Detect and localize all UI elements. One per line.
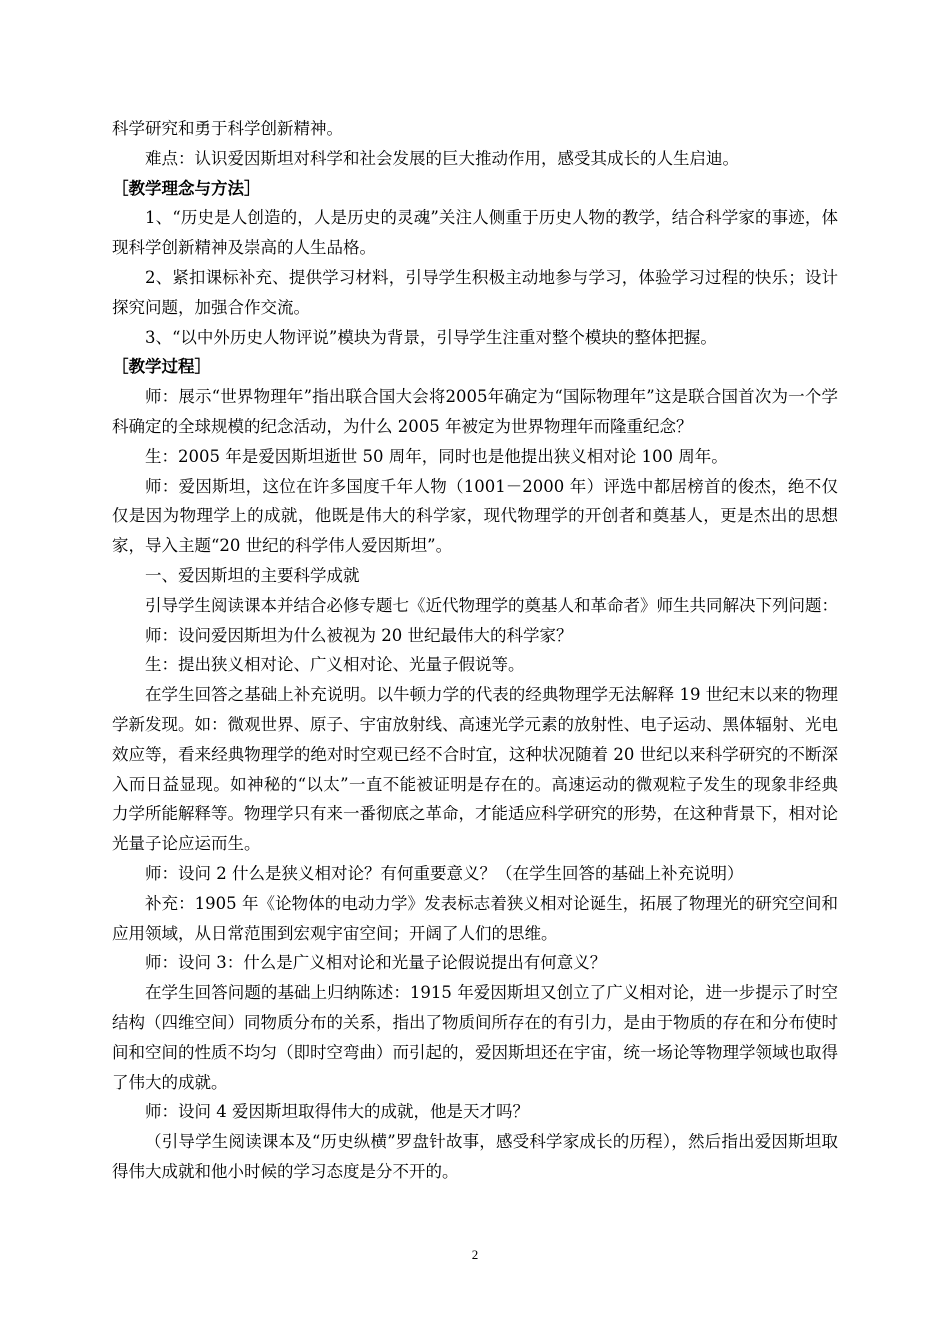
section-heading: ［教学理念与方法］ xyxy=(112,178,261,198)
paragraph: 在学生回答问题的基础上归纳陈述：1915 年爱因斯坦又创立了广义相对论，进一步提示了时空结构（四维空间）同物质分布的关系，指出了物质间所存在的有引力，是由于物质的存在和分布使时间和空间的性质不均匀（即时空弯曲）而引起的，爱因斯坦还在宇宙，统一场论等物理学领域也取得了伟大的成就。 xyxy=(112,983,838,1092)
paragraph: 生：2005 年是爱因斯坦逝世 50 周年，同时也是他提出狭义相对论 100 周年。 xyxy=(145,446,728,466)
paragraph: 引导学生阅读课本并结合必修专题七《近代物理学的奠基人和革命者》师生共同解决下列问题： xyxy=(145,595,838,615)
paragraph: 师：设问 4 爱因斯坦取得伟大的成就，他是天才吗？ xyxy=(145,1102,529,1122)
page-number: 2 xyxy=(471,1247,479,1262)
paragraph: 师：展示“世界物理年”指出联合国大会将2005年确定为“国际物理年”这是联合国首次为一个学科确定的全球规模的纪念活动，为什么 2005 年被定为世界物理年而隆重纪念？ xyxy=(112,387,838,436)
paragraph: 3、“以中外历史人物评说”模块为背景，引导学生注重对整个模块的整体把握。 xyxy=(145,327,717,347)
paragraph: 师：设问 3：什么是广义相对论和光量子论假说提出有何意义？ xyxy=(145,953,607,973)
paragraph: 难点：认识爱因斯坦对科学和社会发展的巨大推动作用，感受其成长的人生启迪。 xyxy=(145,148,739,168)
paragraph: 在学生回答之基础上补充说明。以牛顿力学的代表的经典物理学无法解释 19 世纪末以来的物理学新发现。如：微观世界、原子、宇宙放射线、高速光学元素的放射性、电子运动、黑体辐射、光电效应等，看来经典物理学的绝对时空观已经不合时宜，这种状况随着 20 世纪以来科学研究的不断深入而日益显现。如神秘的“以太”一直不能被证明是存在的。高速运动的微观粒子发生的现象非经典力学所能解释等。物理学只有来一番彻底之革命，才能适应科学研究的形势，在这种背景下，相对论光量子论应运而生。 xyxy=(112,685,838,854)
section-heading: ［教学过程］ xyxy=(112,357,211,377)
paragraph: 补充：1905 年《论物体的电动力学》发表标志着狭义相对论诞生，拓展了物理光的研究空间和应用领域，从日常范围到宏观宇宙空间；开阔了人们的思维。 xyxy=(112,893,838,943)
paragraph: （引导学生阅读课本及“历史纵横”罗盘针故事，感受科学家成长的历程），然后指出爱因斯坦取得伟大成就和他小时候的学习态度是分不开的。 xyxy=(112,1132,838,1181)
paragraph: 师：设问爱因斯坦为什么被视为 20 世纪最伟大的科学家？ xyxy=(145,625,573,645)
paragraph: 1、“历史是人创造的，人是历史的灵魂”关注人侧重于历史人物的教学，结合科学家的事迹，体现科学创新精神及崇高的人生品格。 xyxy=(112,208,838,258)
document-body xyxy=(112,114,838,1187)
paragraph: 2、紧扣课标补充、提供学习材料，引导学生积极主动地参与学习，体验学习过程的快乐；设计探究问题，加强合作交流。 xyxy=(112,267,838,317)
paragraph: 科学研究和勇于科学创新精神。 xyxy=(112,119,343,138)
paragraph: 生：提出狭义相对论、广义相对论、光量子假说等。 xyxy=(145,655,525,675)
subsection-title: 一、爱因斯坦的主要科学成就 xyxy=(145,565,360,585)
paragraph: 师：爱因斯坦，这位在许多国度千年人物（1001－2000 年）评选中都居榜首的俊杰，绝不仅仅是因为物理学上的成就，他既是伟大的科学家，现代物理学的开创者和奠基人，更是杰出的思想家，导入主题“20 世纪的科学伟人爱因斯坦”。 xyxy=(112,476,838,556)
paragraph: 师：设问 2 什么是狭义相对论？有何重要意义？（在学生回答的基础上补充说明） xyxy=(145,863,744,883)
